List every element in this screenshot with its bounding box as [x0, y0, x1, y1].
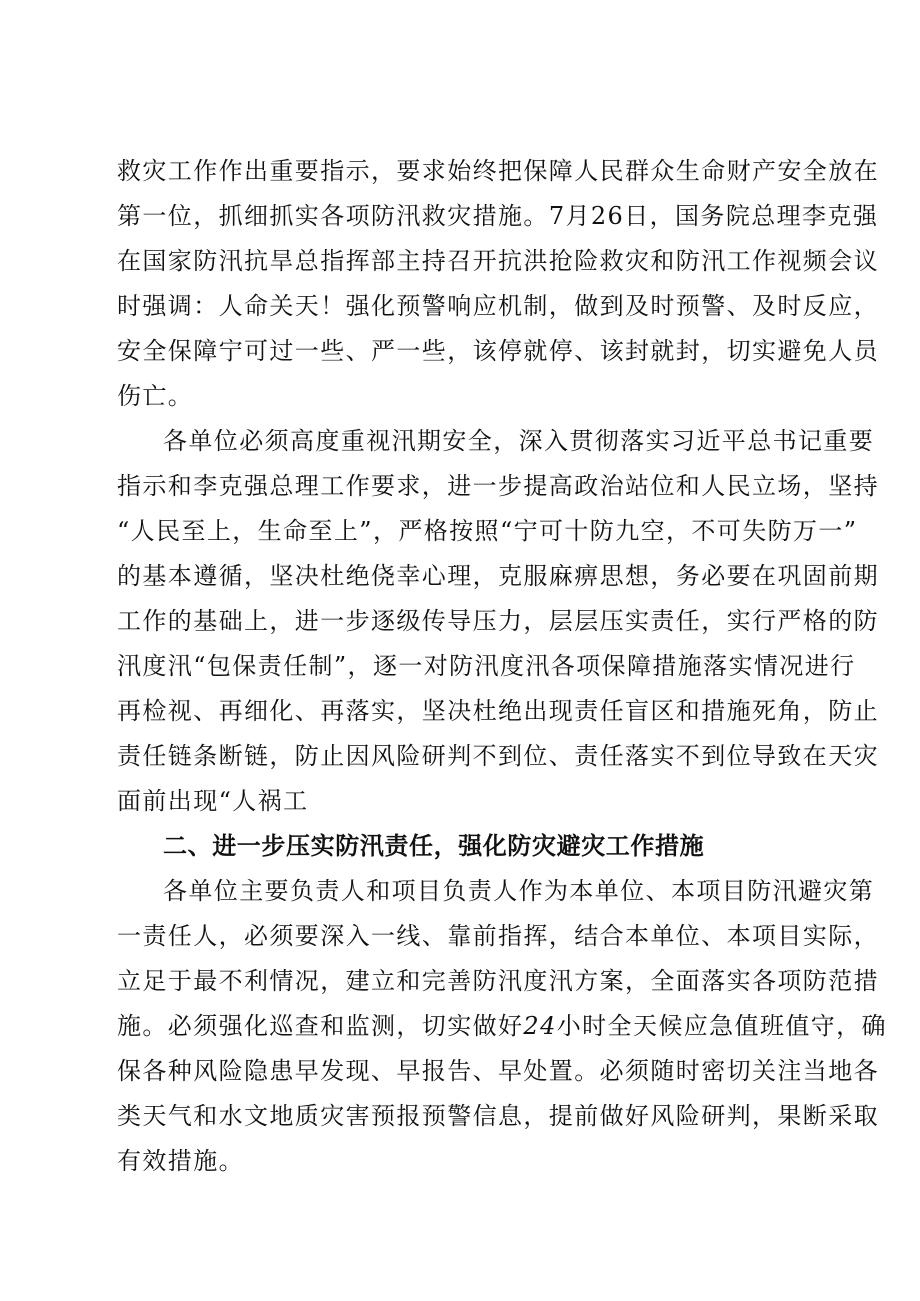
paragraph-3-line-4-text-b: 小时全天候应急值班值守，确	[556, 1012, 887, 1040]
paragraph-3-line-4	[117, 1004, 887, 1048]
paragraph-3-line-1: 各单位主要负责人和项目负责人作为本单位、本项目防汛避灾第	[163, 877, 875, 905]
paragraph-3-line-5: 保各种风险隐患早发现、早报告、早处置。必须随时密切关注当地各	[117, 1057, 879, 1085]
section-heading: 二、进一步压实防汛责任，强化防灾避灾工作措施	[163, 832, 705, 860]
paragraph-3-line-2: 一责任人，必须要深入一线、靠前指挥，结合本单位、本项目实际，	[117, 922, 879, 950]
paragraph-2-line-2: 指示和李克强总理工作要求，进一步提高政治站位和人民立场，坚持	[117, 472, 879, 500]
hours-number: 24	[523, 1012, 557, 1040]
paragraph-2-line-1: 各单位必须高度重视汛期安全，深入贯彻落实习近平总书记重要	[163, 427, 875, 455]
paragraph-3-line-3: 立足于最不利情况，建立和完善防汛度汛方案，全面落实各项防范措	[117, 967, 879, 995]
date-text: 7月26日	[548, 202, 650, 230]
paragraph-3-line-4-text-a: 施。必须强化巡查和监测，切实做好	[117, 1012, 524, 1040]
paragraph-1-line-2	[117, 194, 878, 238]
paragraph-3-line-7: 有效措施。	[117, 1147, 244, 1175]
paragraph-1-line-2-text-a: 第一位，抓细抓实各项防汛救灾措施。	[117, 202, 549, 230]
paragraph-1-line-5: 安全保障宁可过一些、严一些，该停就停、该封就封，切实避免人员	[117, 337, 879, 365]
paragraph-1-line-3: 在国家防汛抗旱总指挥部主持召开抗洪抢险救灾和防汛工作视频会议	[117, 247, 879, 275]
paragraph-2-line-8: 责任链条断链，防止因风险研判不到位、责任落实不到位导致在天灾	[117, 742, 879, 770]
paragraph-2-line-4: 的基本遵循，坚决杜绝侥幸心理，克服麻痹思想，务必要在巩固前期	[117, 562, 879, 590]
paragraph-3-line-6: 类天气和水文地质灾害预报预警信息，提前做好风险研判，果断采取	[117, 1102, 879, 1130]
paragraph-1-line-6: 伤亡。	[117, 382, 194, 410]
paragraph-1-line-4: 时强调：人命关天！强化预警响应机制，做到及时预警、及时反应，	[117, 292, 879, 320]
paragraph-2-line-9: 面前出现“人祸工	[117, 787, 309, 815]
paragraph-2-line-5: 工作的基础上，进一步逐级传导压力，层层压实责任，实行严格的防	[117, 607, 879, 635]
paragraph-1-line-2-text-b: ，国务院总理李克强	[649, 202, 879, 230]
paragraph-2-line-7: 再检视、再细化、再落实，坚决杜绝出现责任盲区和措施死角，防止	[117, 697, 879, 725]
paragraph-1-line-1: 救灾工作作出重要指示，要求始终把保障人民群众生命财产安全放在	[117, 157, 879, 185]
paragraph-2-line-3: “人民至上，生命至上”，严格按照“宁可十防九空，不可失防万一”	[117, 517, 858, 545]
paragraph-2-line-6: 汛度汛“包保责任制”，逐一对防汛度汛各项保障措施落实情况进行	[117, 652, 856, 680]
